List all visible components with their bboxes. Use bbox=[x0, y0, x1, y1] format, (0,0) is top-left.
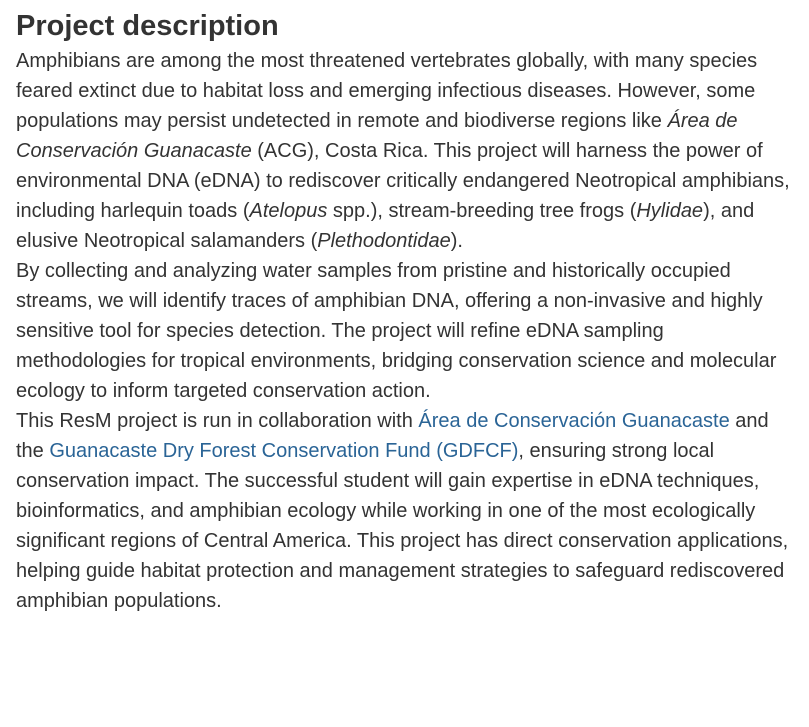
intro-text-1: Amphibians are among the most threatened vertebrates globally, with many species feared extinct due to habitat loss and emerging infectious diseases. However, some populations may persist undetected in remote and biodiverse regions like bbox=[16, 50, 758, 132]
acg-name-italic: Área de Conservación Guanacaste bbox=[16, 110, 738, 162]
intro-text-2: (ACG), Costa Rica. This project will harness the power of environmental DNA (eDNA) to rediscover critically endangered Neotropical amphibians, including harlequin toads ( bbox=[16, 140, 790, 222]
paragraph-collaboration bbox=[16, 406, 793, 616]
paragraph-intro bbox=[16, 46, 793, 256]
gdfcf-link[interactable]: Guanacaste Dry Forest Conservation Fund (GDFCF) bbox=[49, 440, 519, 462]
intro-text-3: spp.), stream-breeding tree frogs ( bbox=[327, 200, 637, 222]
paragraph-methods: By collecting and analyzing water samples from pristine and historically occupied streams, we will identify traces of amphibian DNA, offering a non-invasive and highly sensitive tool for species detection. The project will refine eDNA sampling methodologies for tropical environments, bridging conservation science and molecular ecology to inform targeted conservation action. bbox=[16, 260, 777, 402]
collab-text-2: and the bbox=[16, 410, 769, 462]
hylidae-italic: Hylidae bbox=[636, 200, 704, 222]
collab-text-1: This ResM project is run in collaboration with bbox=[16, 410, 419, 432]
section-heading: Project description bbox=[16, 10, 279, 42]
intro-text-4: ), and elusive Neotropical salamanders ( bbox=[16, 200, 755, 252]
plethodontidae-italic: Plethodontidae bbox=[317, 230, 451, 252]
collab-text-3: , ensuring strong local conservation impact. The successful student will gain expertise in eDNA techniques, bioinformatics, and amphibian ecology while working in one of the most ecologically significant regions of Central America. This project has direct conservation applications, helping guide habitat protection and management strategies to safeguard rediscovered amphibian populations. bbox=[16, 440, 789, 612]
intro-text-5: ). bbox=[450, 230, 463, 252]
atelopus-italic: Atelopus bbox=[249, 200, 328, 222]
acg-link[interactable]: Área de Conservación Guanacaste bbox=[418, 410, 730, 432]
